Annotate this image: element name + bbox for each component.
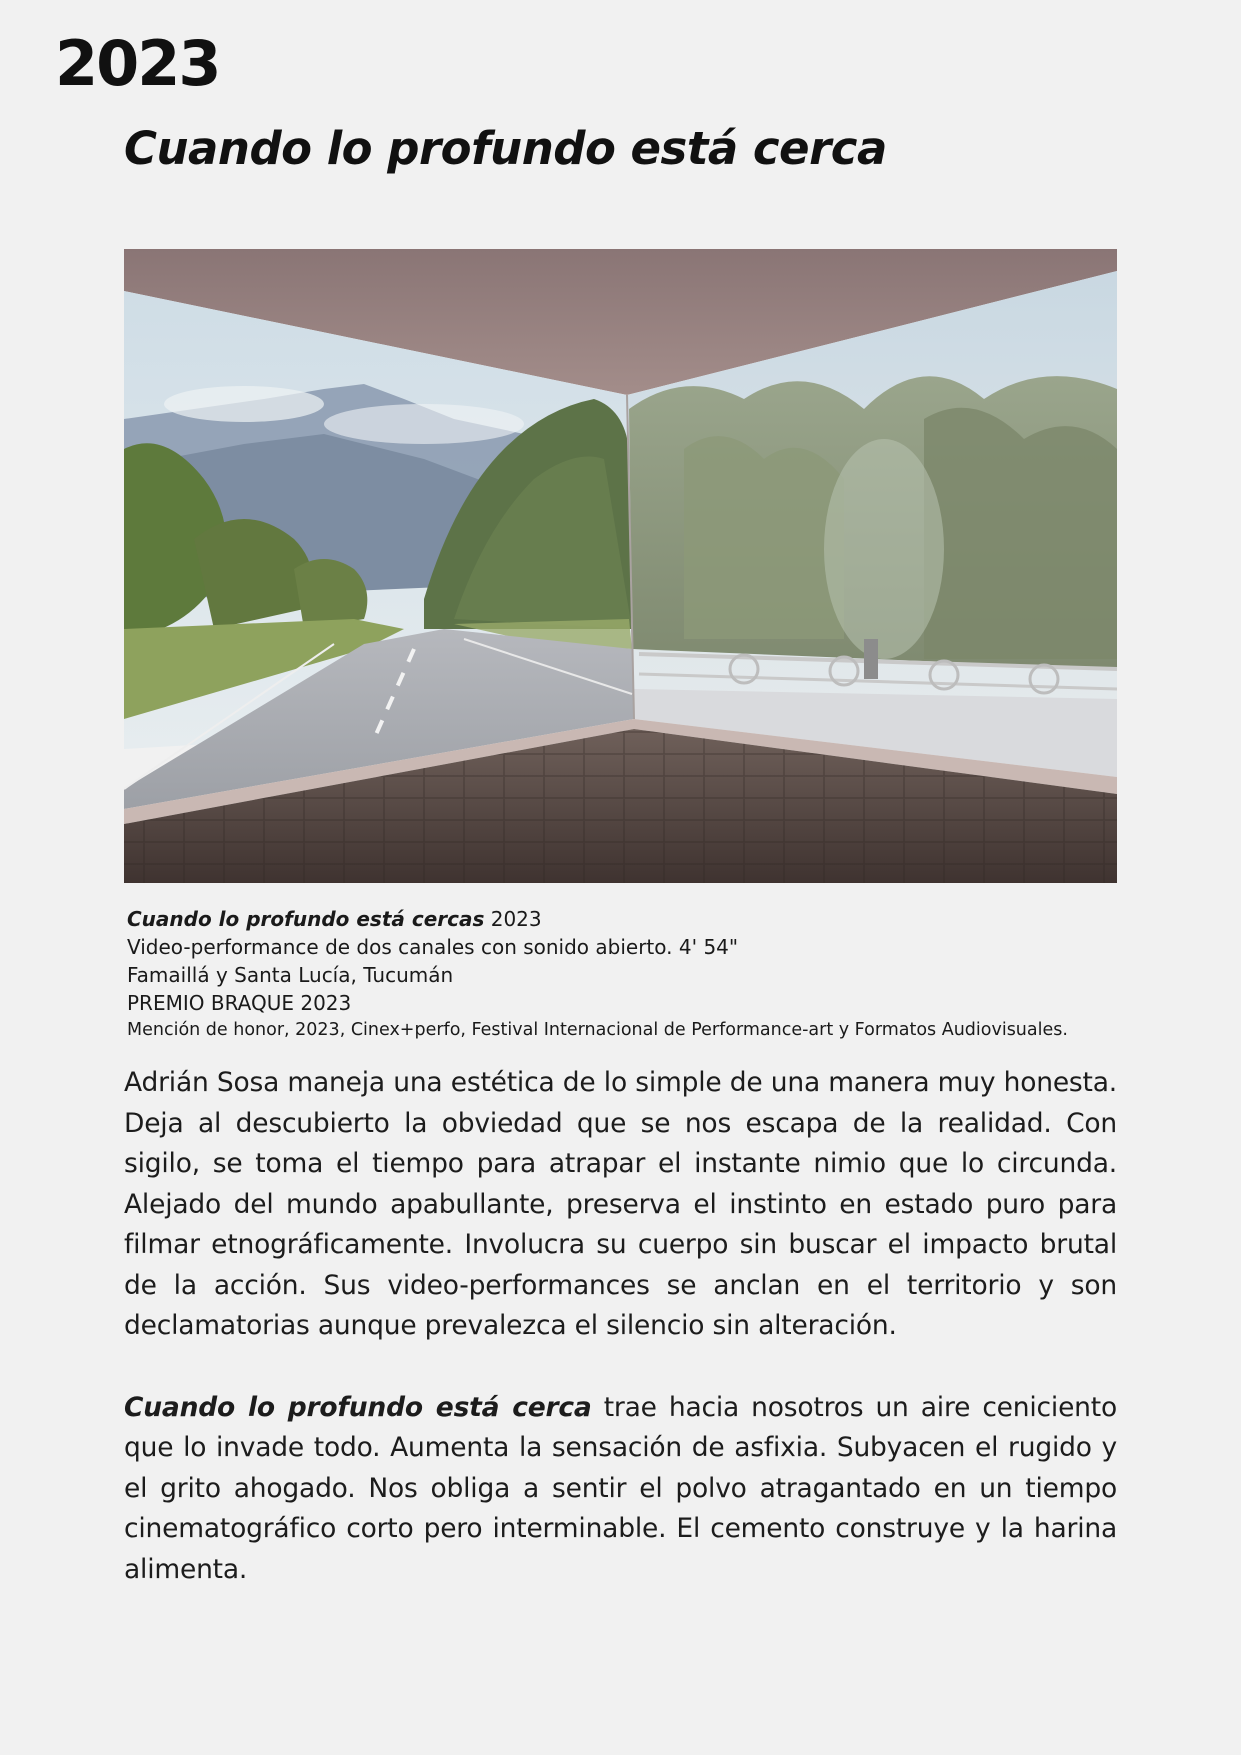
page-title: Cuando lo profundo está cerca <box>124 122 887 175</box>
body-text <box>124 1063 1117 1590</box>
body-paragraph-2-title: Cuando lo profundo está cerca <box>124 1391 592 1423</box>
caption-medium: Video-performance de dos canales con sonido abierto. 4' 54" <box>127 935 739 959</box>
caption-location: Famaillá y Santa Lucía, Tucumán <box>127 963 454 987</box>
caption-work-title: Cuando lo profundo está cercas <box>127 907 485 931</box>
caption-title-line <box>127 905 1127 933</box>
installation-photo <box>124 249 1117 883</box>
body-paragraph-2 <box>124 1388 1117 1591</box>
page-year: 2023 <box>55 27 220 100</box>
caption-work-year: 2023 <box>484 907 542 931</box>
caption-award: PREMIO BRAQUE 2023 <box>127 991 352 1015</box>
body-paragraph-2-text: trae hacia nosotros un aire ceniciento que lo invade todo. Aumenta la sensación de asfixia. Subyacen el rugido y el grito ahogado. Nos obliga a sentir el polvo atragantado en un tiempo cinematográfico corto pero interminable. El cemento construye y la harina alimenta. <box>124 1391 1117 1585</box>
caption-mention: Mención de honor, 2023, Cinex+perfo, Festival Internacional de Performance-art y Formatos Audiovisuales. <box>127 1020 1068 1040</box>
artwork-caption <box>127 905 1127 1043</box>
body-paragraph-1: Adrián Sosa maneja una estética de lo simple de una manera muy honesta. Deja al descubierto la obviedad que se nos escapa de la realidad. Con sigilo, se toma el tiempo para atrapar el instante nimio que lo circunda. Alejado del mundo apabullante, preserva el instinto en estado puro para filmar etnográficamente. Involucra su cuerpo sin buscar el impacto brutal de la acción. Sus video-performances se anclan en el territorio y son declamatorias aunque prevalezca el silencio sin alteración. <box>124 1067 1117 1341</box>
